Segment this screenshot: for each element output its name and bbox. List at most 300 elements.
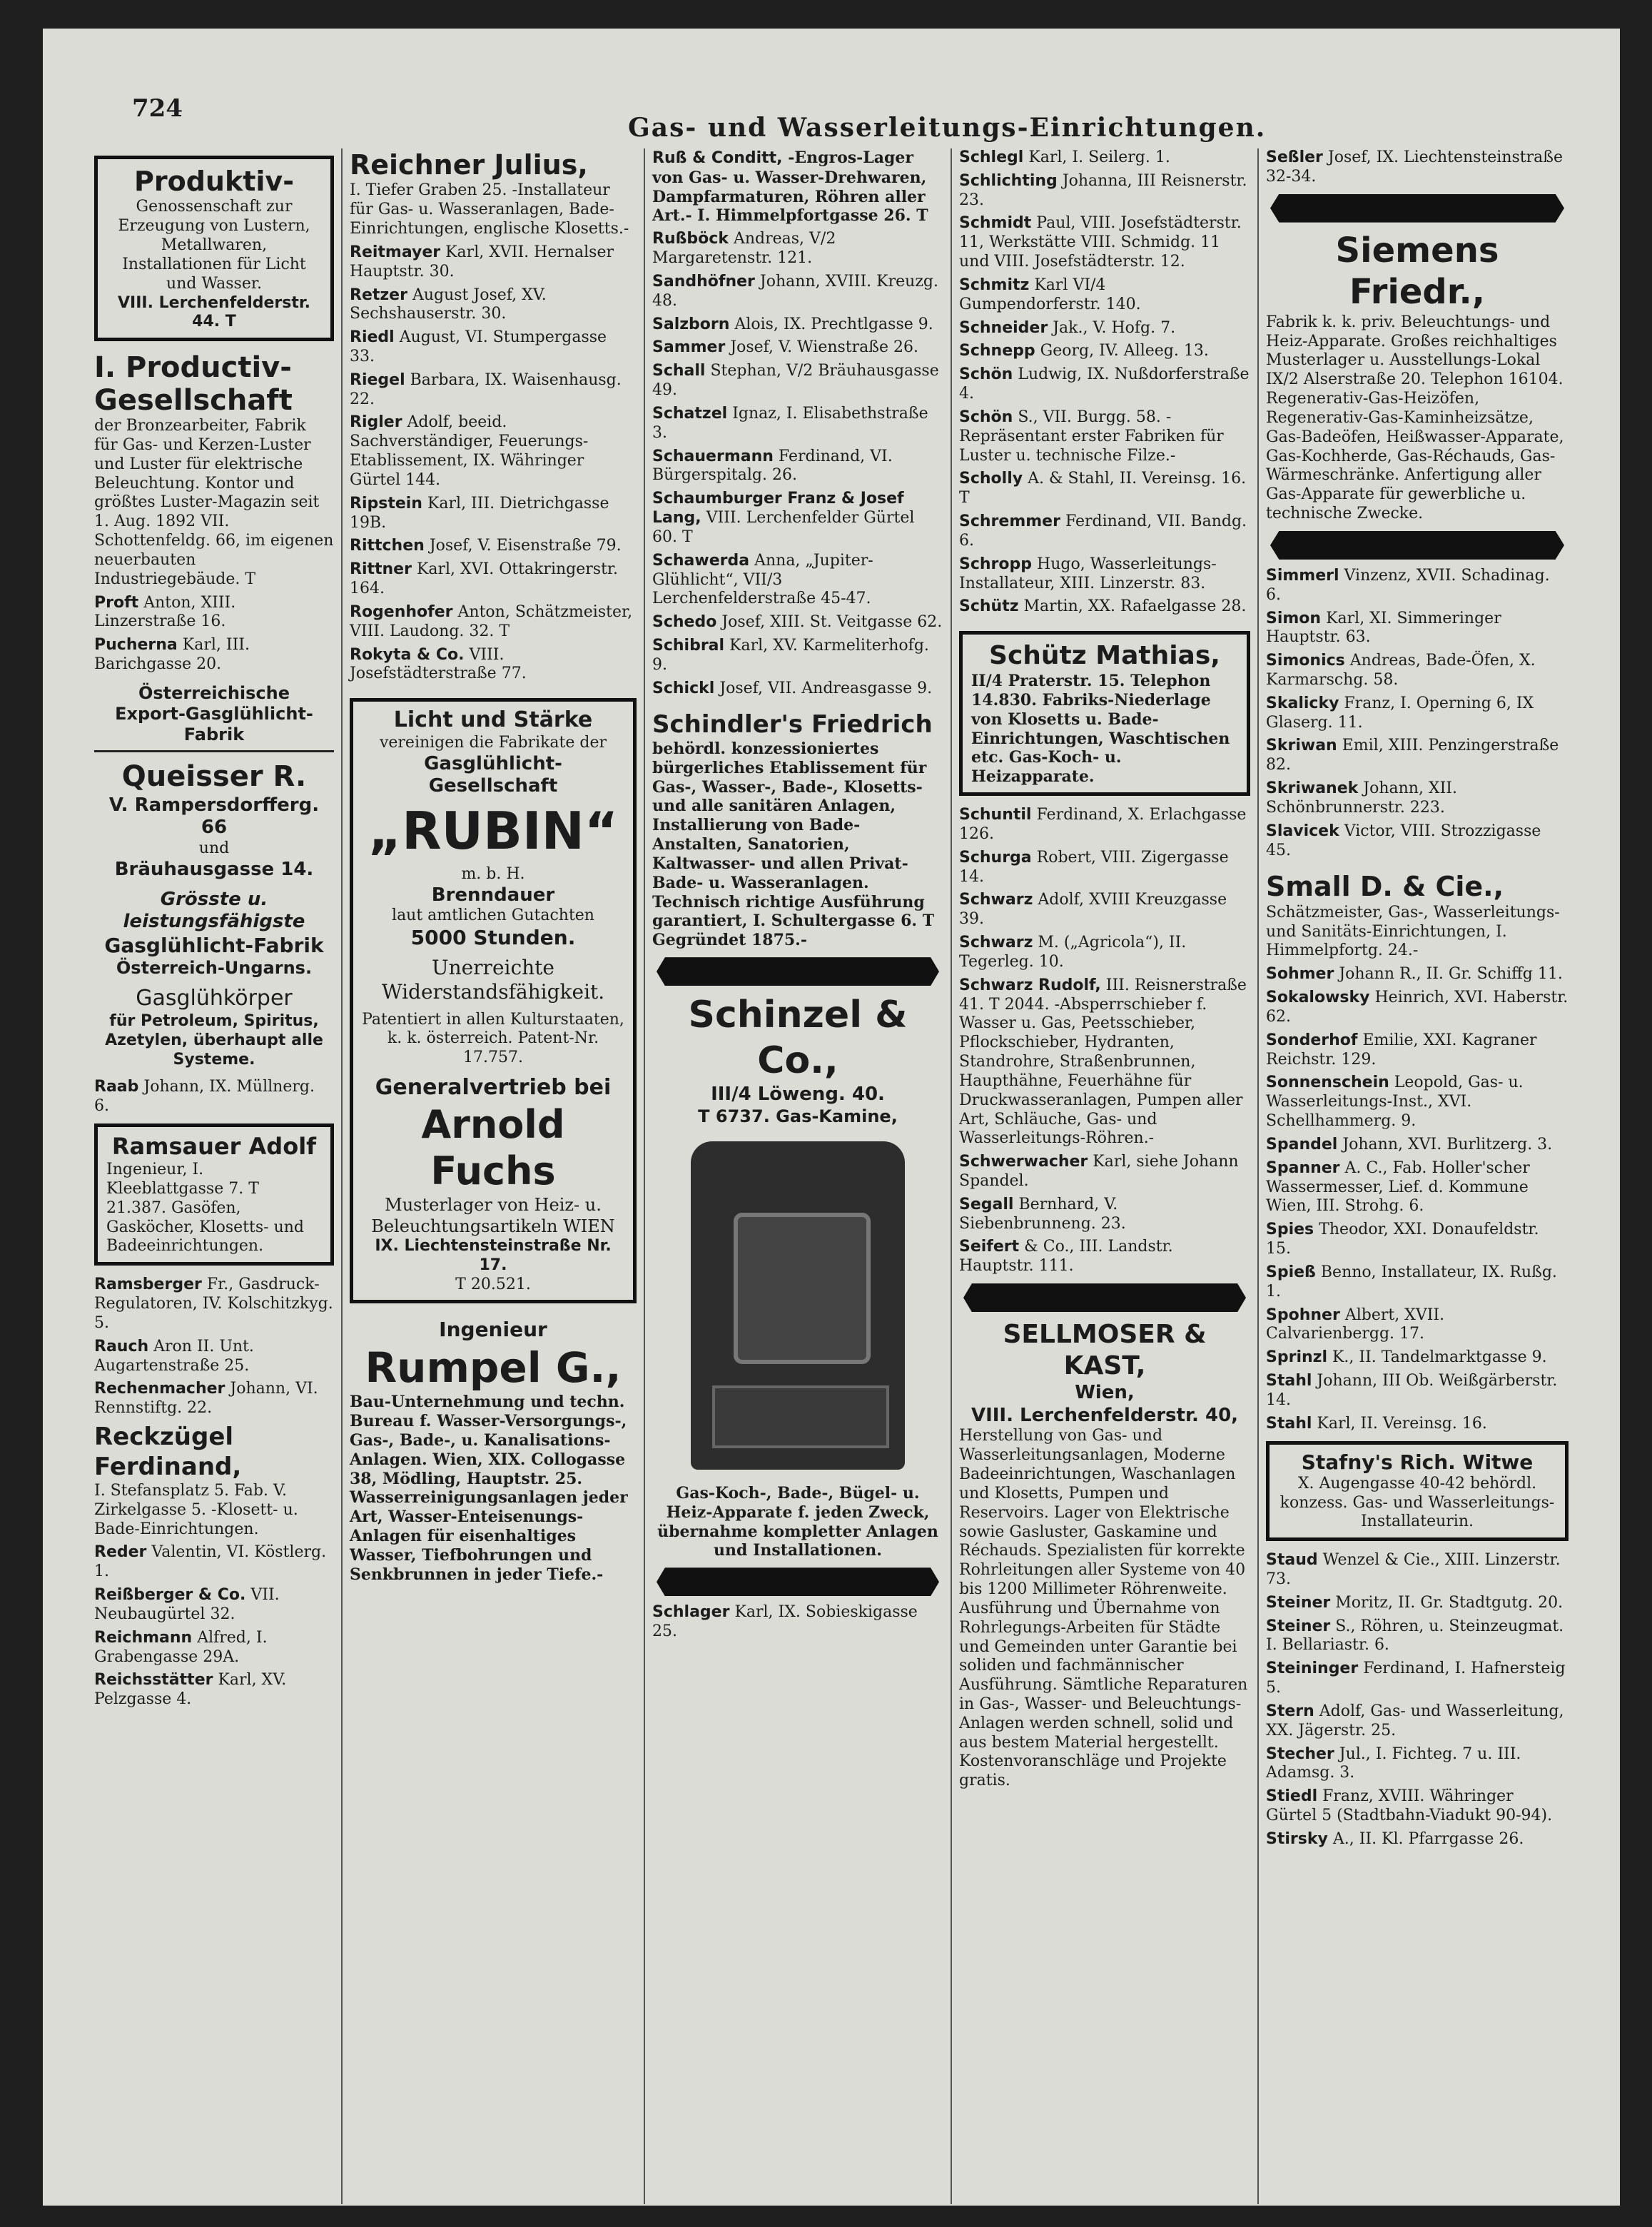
list-item — [959, 597, 1250, 617]
ad-line: vereinigen die Fabrikate der — [379, 733, 607, 752]
ad-name: Produktiv- — [134, 166, 294, 197]
list-item — [652, 613, 943, 632]
list-item — [94, 1078, 334, 1116]
entry-text: Benno, Installateur, IX. Rußg. 1. — [1266, 1263, 1557, 1301]
ad-line: Gasglühlicht-Gesellschaft — [424, 752, 562, 797]
entry-text: Andreas, Bade-Öfen, X. Karmarschg. 58. — [1266, 652, 1536, 689]
entry-text: Victor, VIII. Strozzigasse 45. — [1266, 822, 1541, 859]
entry-text: Emil, XIII. Penzingerstraße 82. — [1266, 737, 1559, 774]
entry-text: Paul, VIII. Josefstädterstr. 11, Werkstätte VIII. Schmidg. 11 und VIII. Josefstädterstr. 12. — [959, 214, 1242, 271]
entry-name: Skalicky — [1266, 694, 1339, 712]
ad-name: Ramsauer Adolf — [111, 1133, 317, 1161]
list-item — [94, 1380, 334, 1418]
list-item — [652, 338, 943, 358]
list-item — [94, 1671, 334, 1710]
ad-text: II/4 Praterstr. 15. Telephon 14.830. Fabriks-Niederlage von Klosetts u. Bade-Einrichtungen, Waschtischen etc. Gas-Koch- u. Heizapparate. — [971, 672, 1230, 787]
list-item — [1266, 1074, 1569, 1131]
list-item — [959, 214, 1250, 271]
ad-sellmoser — [959, 1319, 1250, 1791]
ad-line: Ingenieur — [439, 1318, 547, 1342]
entry-name: Riedl — [350, 328, 395, 347]
decorative-bar — [1270, 531, 1564, 560]
entry-name: Salzborn — [652, 315, 730, 333]
entry-text: VIII. Lerchenfelder Gürtel 60. T — [652, 509, 915, 546]
ad-name: Rumpel G., — [365, 1343, 622, 1392]
entry-name: Schütz — [959, 597, 1019, 616]
list-item — [959, 934, 1250, 972]
entry-name: Rußböck — [652, 230, 729, 248]
ad-name: Reichner Julius, — [350, 149, 588, 181]
ad-name: Siemens Friedr., — [1335, 230, 1499, 313]
list-item — [350, 371, 637, 410]
entry-name: Scholly — [959, 470, 1023, 488]
list-item — [959, 1196, 1250, 1234]
list-item — [959, 365, 1250, 404]
ad-name: Stafny's Rich. Witwe — [1301, 1450, 1534, 1474]
entry-text: Ignaz, I. Elisabethstraße 3. — [652, 404, 928, 442]
entry-name: Simmerl — [1266, 566, 1339, 585]
ad-line: Gasglühkörper — [136, 986, 293, 1011]
entry-text: Franz, XVIII. Währinger Gürtel 5 (Stadtbahn-Viadukt 90-94). — [1266, 1787, 1553, 1825]
list-item — [1266, 989, 1569, 1027]
ad-name: SELLMOSER & KAST, — [1003, 1320, 1207, 1381]
entry-name: Spies — [1266, 1221, 1314, 1239]
ad-name: Schindler's Friedrich — [652, 709, 933, 739]
ad-reichner — [350, 148, 637, 239]
list-item — [652, 230, 943, 268]
ad-schindler — [652, 710, 943, 951]
list-item — [1266, 610, 1569, 648]
list-item — [1266, 1745, 1569, 1784]
entry-text: A., II. Kl. Pfarrgasse 26. — [1332, 1829, 1524, 1848]
entry-name: Schawerda — [652, 551, 750, 570]
entry-name: Schlager — [652, 1603, 730, 1622]
entry-name: Spieß — [1266, 1263, 1316, 1281]
entry-text: Johanna, III Reisnerstr. 23. — [959, 171, 1247, 209]
list-item — [1266, 1031, 1569, 1070]
list-item — [350, 560, 637, 599]
entry-text: Franz, I. Operning 6, IX Glaserg. 11. — [1266, 694, 1534, 732]
entry-text: Ferdinand, X. Erlachgasse 126. — [959, 806, 1247, 843]
ad-rumpel — [350, 1318, 637, 1584]
list-item — [959, 276, 1250, 315]
list-item — [959, 319, 1250, 338]
entry-text: Karl, IX. Sobieskigasse 25. — [652, 1603, 918, 1641]
entry-name: Proft — [94, 593, 139, 612]
ad-line: 5000 Stunden. — [410, 926, 576, 950]
list-item — [94, 1276, 334, 1333]
entry-name: Reichsstätter — [94, 1671, 213, 1690]
ad-name: Reckzügel Ferdinand, — [94, 1423, 242, 1481]
entry-name: Schedo — [652, 613, 717, 632]
list-item — [1266, 737, 1569, 775]
entry-text: Albert, XVII. Calvarienbergg. 17. — [1266, 1306, 1445, 1343]
entry-text: Bernhard, V. Siebenbrunneng. 23. — [959, 1195, 1126, 1233]
entry-text: Karl, I. Seilerg. 1. — [1028, 148, 1170, 166]
list-item — [94, 1338, 334, 1376]
ad-address: VIII. Lerchenfelderstr. 44. T — [118, 293, 310, 331]
directory-page — [43, 29, 1620, 2206]
entry-name: Reder — [94, 1543, 147, 1562]
column-3 — [652, 148, 943, 1646]
entry-name: Schropp — [959, 555, 1033, 573]
ad-text: Ingenieur, I. Kleeblattgasse 7. T 21.387. Gasöfen, Gasköcher, Klosetts- und Badeeinrichtungen. — [106, 1161, 304, 1256]
ad-text: -Engros-Lager von Gas- u. Wasser-Drehwaren, Dampfarmaturen, Röhren aller Art.- I. Himmelpfortgasse 26. T — [652, 148, 928, 226]
entry-name: Sohmer — [1266, 965, 1334, 984]
ad-line: Österreich-Ungarns. — [116, 958, 313, 979]
list-item — [350, 537, 637, 556]
list-item — [1266, 1136, 1569, 1155]
entry-name: Schlegl — [959, 148, 1024, 166]
entry-name: Sammer — [652, 338, 726, 357]
entry-name: Ramsberger — [94, 1276, 202, 1294]
entry-name: Stern — [1266, 1702, 1314, 1720]
entry-text: Johann, III Ob. Weißgärberstr. 14. — [1266, 1372, 1558, 1409]
list-item — [959, 555, 1250, 594]
entry-text: Josef, XIII. St. Veitgasse 62. — [721, 613, 943, 632]
ad-name: Ruß & Conditt, — [652, 149, 783, 167]
entry-text: K., II. Tandelmarktgasse 9. — [1332, 1348, 1547, 1367]
entry-text: Robert, VIII. Zigergasse 14. — [959, 848, 1229, 886]
ad-export-gasgluehlicht — [94, 683, 334, 1070]
list-item — [94, 1629, 334, 1667]
list-item — [1266, 965, 1569, 984]
list-item — [959, 148, 1250, 168]
ad-line: laut amtlichen Gutachten — [392, 907, 594, 925]
entry-name: Seifert — [959, 1238, 1020, 1256]
ad-text: X. Augengasse 40-42 behördl. konzess. Gas- und Wasserleitungs-Installateurin. — [1279, 1474, 1555, 1531]
ad-name: Small D. & Cie., — [1266, 871, 1504, 903]
list-item — [1266, 148, 1569, 187]
entry-name: Staud — [1266, 1551, 1318, 1570]
ad-line: m. b. H. — [461, 864, 525, 883]
list-item — [350, 243, 637, 282]
ad-text: Herstellung von Gas- und Wasserleitungsanlagen, Moderne Badeeinrichtungen, Waschanlagen und Klosetts, Pumpen und Reservoirs. Lager von Elektrische sowie Gasluster, Gaskamine und Réchauds. Spezialisten für korrekte Rohrleitungen aller Systeme von 40 bis 1200 Millimeter Röhrenweite. Ausführung und Übernahme von Rohrlegungs-Arbeiten für Städte und Gemeinden unter Garantie bei soliden und fachmännischer Ausführung. Sämtliche Reparaturen in Gas-, Wasser- und Beleuchtungs-Anlagen werden schnell, solid und aus bestem Material hergestellt. Kostenvoranschläge und Projekte gratis. — [959, 1427, 1248, 1790]
entry-name: Slavicek — [1266, 822, 1339, 840]
entry-name: Raab — [94, 1078, 139, 1096]
entry-name: Rittner — [350, 560, 412, 579]
entry-text: August Josef, XV. Sechshauserstr. 30. — [350, 286, 547, 323]
entry-name: Steininger — [1266, 1660, 1359, 1678]
entry-text: S., VII. Burgg. 58. -Repräsentant erster Fabriken für Luster u. technische Filze.- — [959, 408, 1224, 465]
entry-name: Schibral — [652, 637, 725, 655]
ad-line: Unerreichte Widerstandsfähigkeit. — [381, 956, 605, 1004]
stove-illustration — [691, 1141, 905, 1470]
entry-name: Schnepp — [959, 342, 1035, 360]
entry-name: Spanner — [1266, 1158, 1340, 1177]
list-item — [1266, 822, 1569, 861]
entry-text: Moritz, II. Gr. Stadtgutg. 20. — [1335, 1593, 1564, 1612]
ad-name: Queisser R. — [121, 759, 307, 793]
list-item — [1266, 1617, 1569, 1656]
entry-text: August, VI. Stumpergasse 33. — [350, 328, 607, 365]
list-item — [959, 408, 1250, 465]
entry-name: Sokalowsky — [1266, 989, 1370, 1007]
ad-line: Brenndauer — [431, 884, 555, 906]
entry-text: Johann, XII. Schönbrunnerstr. 223. — [1266, 779, 1457, 817]
list-item — [94, 1543, 334, 1582]
entry-name: Stirsky — [1266, 1829, 1328, 1848]
entry-name: Rechenmacher — [94, 1380, 225, 1398]
ad-text: Bau-Unternehmung und techn. Bureau f. Wasser-Versorgungs-, Gas-, Bade-, u. Kanalisations-Anlagen. Wien, XIX. Collogasse 38, Mödling, Hauptstr. 25. Wasserreinigungsanlagen jeder Art, Wasser-Enteisenungs-Anlagen für eisenhaltiges Wasser, Tiefbohrungen und Senkbrunnen in jeder Tiefe.- — [350, 1393, 628, 1584]
ad-ramsauer — [94, 1123, 334, 1266]
entry-name: Riegel — [350, 370, 405, 389]
ad-name: Schinzel & Co., — [688, 994, 908, 1082]
ad-rubin — [350, 698, 637, 1303]
entry-text: Adolf, beeid. Sachverständiger, Feuerungs-Etablissement, IX. Währinger Gürtel 144. — [350, 413, 589, 489]
entry-text: III. Reisnerstraße 41. T 2044. -Absperrschieber f. Wasser u. Gas, Peetsschieber, Pflockschieber, Hydranten, Standrohre, Straßenbrunnen, Haupthähne, Feuerhähne für Druckwasseranlagen, Pumpen aller Art, Schläuche, Gas- und Wasserleitungs-Röhren.- — [959, 976, 1247, 1148]
entry-name: Schurga — [959, 848, 1032, 867]
entry-text: A. & Stahl, II. Vereinsg. 16. T — [959, 470, 1247, 507]
entry-text: Alfred, I. Grabengasse 29A. — [94, 1628, 268, 1666]
entry-text: Georg, IV. Alleeg. 13. — [1040, 342, 1209, 360]
entry-name: Schremmer — [959, 512, 1060, 531]
list-item — [959, 806, 1250, 844]
ad-productiv-gesellschaft — [94, 351, 334, 589]
entry-name: Schuntil — [959, 806, 1032, 824]
ad-name: Schütz Mathias, — [989, 641, 1220, 671]
entry-text: Anton, Schätzmeister, VIII. Laudong. 32. T — [350, 602, 633, 640]
entry-name: Ripstein — [350, 494, 422, 512]
entry-text: Jak., V. Hofg. 7. — [1053, 318, 1176, 337]
entry-text: Josef, VII. Andreasgasse 9. — [719, 679, 933, 697]
entry-name: Rokyta & Co. — [350, 645, 465, 664]
entry-name: Stiedl — [1266, 1787, 1318, 1806]
ad-address: III/4 Löweng. 40. — [711, 1083, 885, 1105]
entry-name: Sandhöfner — [652, 272, 755, 291]
list-item — [1266, 1221, 1569, 1259]
entry-text: Karl, XVI. Ottakringerstr. 164. — [350, 560, 618, 598]
entry-name: Stecher — [1266, 1744, 1334, 1763]
entry-name: Schall — [652, 362, 706, 380]
entry-name: Schickl — [652, 679, 715, 697]
list-item — [350, 495, 637, 533]
ad-address: VIII. Lerchenfelderstr. 40, — [971, 1404, 1239, 1426]
stove-door — [734, 1213, 871, 1364]
entry-name: Segall — [959, 1195, 1014, 1213]
list-item — [350, 328, 637, 367]
list-item — [652, 1603, 943, 1642]
entry-text: Josef, V. Eisenstraße 79. — [429, 537, 622, 555]
column-rule — [1257, 148, 1259, 2204]
entry-name: Schaumburger Franz & Josef Lang, — [652, 490, 904, 527]
list-item — [350, 413, 637, 490]
entry-name: Schwerwacher — [959, 1153, 1088, 1171]
entry-name: Rittchen — [350, 537, 425, 555]
ad-address: V. Rampersdorfferg. 66 — [108, 794, 320, 839]
ad-text: Genossenschaft zur Erzeugung von Lustern, Metallwaren, Installationen für Licht und Wasser. — [118, 198, 310, 293]
entry-text: Karl, XI. Simmeringer Hauptstr. 63. — [1266, 609, 1501, 647]
ad-schuetz — [959, 631, 1250, 796]
entry-text: Karl, II. Vereinsg. 16. — [1317, 1414, 1487, 1433]
ad-schinzel — [652, 993, 943, 1560]
ad-city: Wien, — [1075, 1381, 1135, 1403]
entry-name: Simon — [1266, 609, 1322, 627]
ad-text: Schätzmeister, Gas-, Wasserleitungs- und Sanitäts-Einrichtungen, I. Himmelpfortg. 24.- — [1266, 903, 1560, 960]
ad-line: Licht und Stärke — [393, 707, 593, 733]
entry-text: Emilie, XXI. Kagraner Reichstr. 129. — [1266, 1031, 1537, 1069]
list-item — [652, 490, 943, 547]
list-item — [652, 273, 943, 311]
list-item — [1266, 1594, 1569, 1613]
ad-text: I. Tiefer Graben 25. -Installateur für Gas- u. Wasseranlagen, Bade-Einrichtungen, englische Klosetts.- — [350, 181, 629, 238]
decorative-bar — [657, 1567, 939, 1596]
ad-text: Fabrik k. k. priv. Beleuchtungs- und Heiz-Apparate. Großes reichhaltiges Musterlager u. Ausstellungs-Lokal IX/2 Alserstraße 20. Telephon 16104. Regenerativ-Gas-Heizöfen, Regenerativ-Gas-Kaminheizsätze, Gas-Badeöfen, Heißwasser-Apparate, Gas-Kochherde, Gas-Réchauds, Gas-Wärmeschränke. Anfertigung aller Gas-Apparate für gewerbliche u. technische Zwecke. — [1266, 313, 1564, 523]
decorative-bar — [1270, 194, 1564, 223]
entry-name: Spohner — [1266, 1306, 1340, 1324]
entry-name: Spandel — [1266, 1135, 1338, 1153]
column-4 — [959, 148, 1250, 1791]
entry-text: Ferdinand, VI. Bürgerspitalg. 26. — [652, 447, 893, 485]
entry-text: Anna, „Jupiter-Glühlicht“, VII/3 Lerchenfelderstraße 45-47. — [652, 551, 873, 608]
ad-stafny — [1266, 1441, 1569, 1542]
ad-line: und — [198, 839, 230, 857]
entry-text: Hugo, Wasserleitungs-Installateur, XIII. Linzerstr. 83. — [959, 555, 1217, 592]
column-rule — [644, 148, 645, 2204]
list-item — [652, 315, 943, 335]
list-item — [959, 470, 1250, 508]
entry-name: Sprinzl — [1266, 1348, 1327, 1367]
ad-phone: T 20.521. — [455, 1275, 531, 1293]
column-rule — [951, 148, 952, 2204]
list-item — [959, 1238, 1250, 1276]
page-title: Gas- und Wasserleitungs-Einrichtungen. — [628, 113, 1267, 143]
entry-text: Adolf, XVIII Kreuzgasse 39. — [959, 891, 1227, 929]
entry-text: Johann, IX. Müllnerg. 6. — [94, 1078, 315, 1116]
list-item — [652, 362, 943, 400]
entry-text: Leopold, Gas- u. Wasserleitungs-Inst., XVI. Schellhammerg. 9. — [1266, 1074, 1524, 1131]
list-item — [652, 448, 943, 486]
entry-name: Sonderhof — [1266, 1031, 1358, 1049]
ad-line: Gasglühlicht-Fabrik — [104, 933, 324, 957]
entry-name: Skriwan — [1266, 737, 1337, 755]
list-item — [1266, 1702, 1569, 1741]
list-item — [1266, 1660, 1569, 1698]
list-item — [1266, 1830, 1569, 1849]
entry-text: Anton, XIII. Linzerstraße 16. — [94, 593, 236, 631]
ad-line: für Petroleum, Spiritus, Azetylen, überhaupt alle Systeme. — [105, 1011, 323, 1069]
entry-text: & Co., III. Landstr. Hauptstr. 111. — [959, 1238, 1173, 1276]
list-item — [94, 1586, 334, 1625]
ad-small — [1266, 870, 1569, 961]
ad-line: Generalvertrieb bei — [375, 1075, 612, 1101]
ad-produktiv — [94, 156, 334, 341]
entry-text: M. („Agricola“), II. Tegerleg. 10. — [959, 934, 1187, 971]
entry-name: Schmitz — [959, 276, 1030, 294]
ad-text: I. Stefansplatz 5. Fab. V. Zirkelgasse 5. -Klosett- u. Bade-Einrichtungen. — [94, 1482, 298, 1538]
decorative-bar — [963, 1283, 1246, 1312]
entry-name: Steiner — [1266, 1617, 1331, 1635]
list-item — [959, 342, 1250, 361]
entry-text: Karl, XV. Pelzgasse 4. — [94, 1671, 287, 1709]
entry-name: Schlichting — [959, 171, 1058, 190]
entry-name: Schauermann — [652, 447, 774, 465]
list-item — [94, 594, 334, 632]
entry-text: Karl, III. Dietrichgasse 19B. — [350, 494, 609, 532]
entry-text: Ferdinand, I. Hafnersteig 5. — [1266, 1660, 1566, 1697]
list-item — [652, 680, 943, 699]
list-item — [1266, 1159, 1569, 1216]
entry-text: Karl, XV. Karmeliterhofg. 9. — [652, 637, 929, 674]
ad-slogan: Grösste u. leistungsfähigste — [123, 888, 305, 933]
entry-name: Stahl — [1266, 1372, 1312, 1390]
ad-address: IX. Liechtensteinstraße Nr. 17. — [375, 1236, 612, 1274]
list-item — [959, 512, 1250, 551]
entry-name: Schneider — [959, 318, 1048, 337]
list-item — [652, 552, 943, 609]
ad-name: Arnold Fuchs — [421, 1101, 565, 1194]
list-item — [959, 976, 1250, 1148]
entry-text: Andreas, V/2 Margaretenstr. 121. — [652, 230, 836, 268]
list-item — [94, 636, 334, 675]
entry-text: Johann, VI. Rennstiftg. 22. — [94, 1380, 318, 1418]
ad-line: Export-Gasglühlicht-Fabrik — [94, 704, 334, 752]
entry-text: Johann, XVI. Burlitzerg. 3. — [1342, 1135, 1553, 1153]
entry-name: Rauch — [94, 1337, 149, 1355]
entry-text: Johann, XVIII. Kreuzg. 48. — [652, 272, 938, 310]
list-item — [959, 172, 1250, 211]
entry-text: Ludwig, IX. Nußdorferstraße 4. — [959, 365, 1250, 403]
list-item — [350, 646, 637, 685]
entry-text: VII. Neubaugürtel 32. — [94, 1586, 280, 1623]
entry-text: Johann R., II. Gr. Schiffg 11. — [1339, 965, 1563, 984]
entry-text: Karl VI/4 Gumpendorferstr. 140. — [959, 276, 1141, 313]
column-1 — [94, 148, 334, 1714]
entry-name: Steiner — [1266, 1593, 1331, 1612]
entry-name: Skriwanek — [1266, 779, 1359, 798]
entry-name: Schön — [959, 365, 1013, 384]
entry-text: Martin, XX. Rafaelgasse 28. — [1023, 597, 1247, 616]
entry-name: Reichmann — [94, 1628, 193, 1647]
page-number: 724 — [132, 94, 183, 123]
list-item — [350, 603, 637, 642]
entry-text: Adolf, Gas- und Wasserleitung, XX. Jägerstr. 25. — [1266, 1702, 1564, 1739]
entry-text: Josef, IX. Liechtensteinstraße 32-34. — [1266, 148, 1563, 186]
list-item — [1266, 652, 1569, 690]
ad-reckzuegel — [94, 1423, 334, 1539]
entry-text: Josef, V. Wienstraße 26. — [730, 338, 918, 357]
ad-siemens — [1266, 230, 1569, 524]
entry-name: Schwarz — [959, 891, 1033, 909]
entry-text: Heinrich, XVI. Haberstr. 62. — [1266, 989, 1569, 1026]
list-item — [1266, 1348, 1569, 1368]
column-rule — [341, 148, 343, 2204]
ad-name: I. Productiv-Gesellschaft — [94, 351, 293, 418]
list-item — [1266, 567, 1569, 605]
entry-name: Pucherna — [94, 636, 178, 655]
list-item — [1266, 1787, 1569, 1826]
entry-text: Theodor, XXI. Donaufeldstr. 15. — [1266, 1221, 1539, 1258]
entry-name: Rogenhofer — [350, 602, 453, 621]
list-item — [350, 286, 637, 325]
list-item — [1266, 1263, 1569, 1302]
list-item — [959, 849, 1250, 887]
entry-text: A. C., Fab. Holler'scher Wassermesser, Lief. d. Kommune Wien, III. Strohg. 6. — [1266, 1158, 1530, 1216]
ad-text: behördl. konzessioniertes bürgerliches Etablissement für Gas-, Wasser-, Bade-, Klosetts- und alle sanitären Anlagen, Installierung von Bade-Anstalten, Sanatorien, Kaltwasser- und allen Privat-Bade- u. Wasseranlagen. Technisch richtige Ausführung garantiert, I. Schultergasse 6. T Gegründet 1875.- — [652, 739, 935, 950]
entry-name: Stahl — [1266, 1414, 1312, 1433]
list-item — [1266, 1415, 1569, 1434]
ad-russ — [652, 148, 943, 226]
list-item — [1266, 695, 1569, 733]
column-2 — [350, 148, 637, 1589]
stove-base — [712, 1385, 889, 1448]
entry-text: Valentin, VI. Köstlerg. 1. — [94, 1543, 327, 1581]
entry-text: Fr., Gasdruck-Regulatoren, IV. Kolschitzkyg. 5. — [94, 1276, 333, 1332]
ad-text: Gas-Koch-, Bade-, Bügel- u. Heiz-Apparate f. jeden Zweck, übernahme kompletter Anlagen und Installationen. — [657, 1483, 938, 1560]
list-item — [1266, 1372, 1569, 1410]
list-item — [652, 637, 943, 675]
entry-text: S., Röhren, u. Steinzeugmat. I. Bellariastr. 6. — [1266, 1617, 1564, 1655]
